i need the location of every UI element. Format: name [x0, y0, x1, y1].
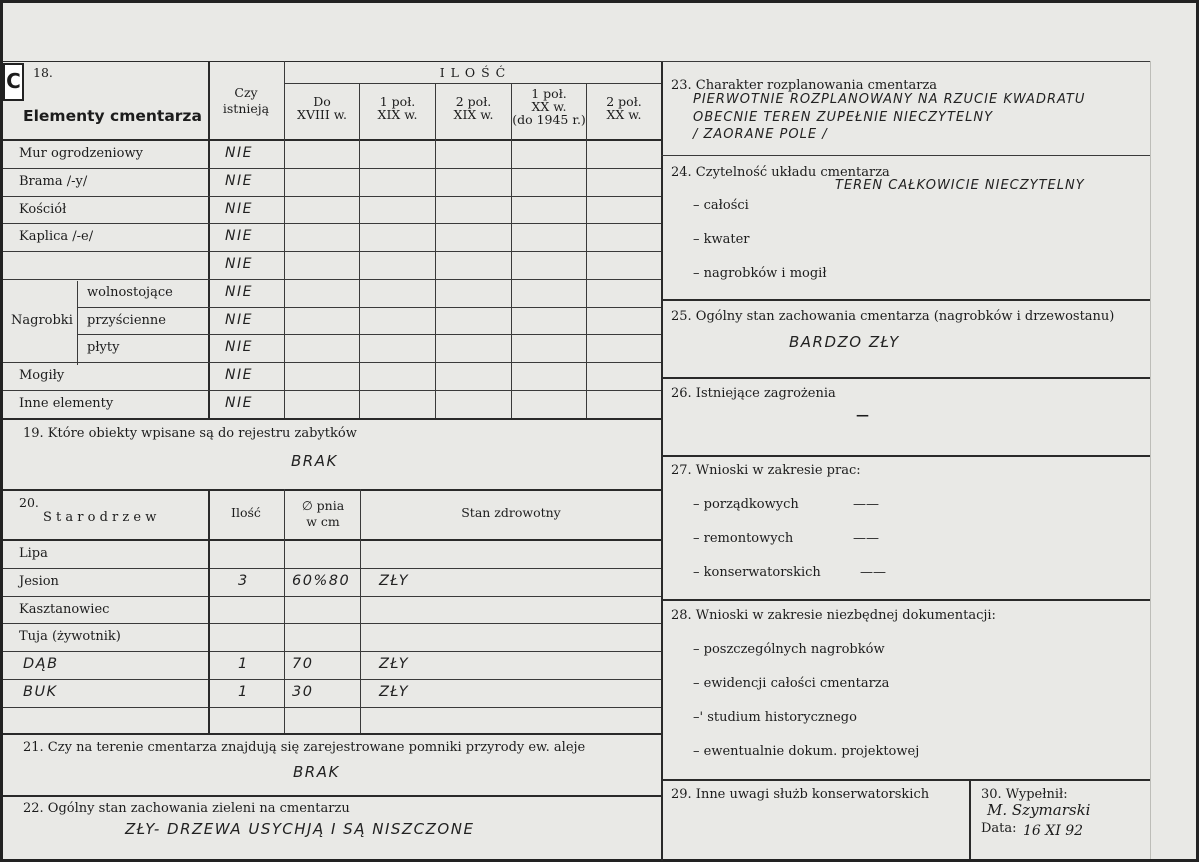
s28-item: – ewentualnie dokum. projektowej: [693, 744, 920, 759]
card-sheet: [3, 3, 1196, 859]
s20-diam-value: 70: [292, 656, 314, 673]
s27-dash: ——: [853, 531, 879, 546]
s20-tree-name: DĄB: [23, 656, 59, 673]
s24-question: 24. Czytelność układu cmentarza: [671, 165, 890, 180]
s23-answer-line2: OBECNIE TEREN ZUPEŁNIE NIECZYTELNY: [693, 110, 994, 125]
s28-item: – ewidencji całości cmentarza: [693, 676, 890, 691]
s20-tree-name: Jesion: [19, 573, 59, 589]
s21-question: 21. Czy na terenie cmentarza znajdują się zarejestrowane pomniki przyrody ew. aleje: [23, 740, 586, 755]
s24-item: – całości: [693, 198, 749, 213]
s20-qty-value: 3: [238, 572, 249, 589]
s26-answer: —: [856, 408, 869, 423]
s18-row-label: Inne elementy: [19, 395, 114, 411]
s18-exists-value: NIE: [225, 256, 253, 272]
s23-answer-line3: / ZAORANE POLE /: [693, 127, 828, 142]
s28-question: 28. Wnioski w zakresie niezbędnej dokumentacji:: [671, 608, 996, 623]
s25-question: 25. Ogólny stan zachowania cmentarza (nagrobków i drzewostanu): [671, 309, 1115, 324]
s25-answer: BARDZO ZŁY: [789, 333, 900, 351]
s20-health-value: ZŁY: [379, 656, 410, 673]
s30-date: 16 XI 92: [1023, 823, 1084, 839]
s20-col-qty: Ilość: [231, 505, 261, 520]
s18-number: 18.: [33, 65, 53, 80]
s20-health-value: ZŁY: [379, 684, 410, 700]
s20-number: 20.: [19, 495, 39, 510]
s28-item: –' studium historycznego: [693, 710, 857, 725]
s18-exists-value: NIE: [225, 367, 253, 383]
s30-signature: M. Szymarski: [987, 801, 1091, 819]
s20-tree-name: Tuja (żywotnik): [19, 629, 121, 645]
s30-date-label: Data:: [981, 821, 1017, 836]
s23-question: 23. Charakter rozplanowania cmentarza: [671, 78, 938, 93]
s20-qty-value: 1: [238, 684, 249, 700]
s27-dash: ——: [853, 497, 879, 512]
s20-title: S t a r o d r z e w: [43, 510, 157, 525]
s18-nagrobki-label: Nagrobki: [11, 312, 73, 328]
s26-question: 26. Istniejące zagrożenia: [671, 386, 836, 401]
s18-exists-value: NIE: [225, 311, 253, 328]
s18-col-header: 2 poł. XX w.: [606, 94, 642, 122]
s27-question: 27. Wnioski w zakresie prac:: [671, 463, 861, 478]
s20-tree-name: Lipa: [19, 546, 48, 561]
s18-row-label: płyty: [87, 340, 120, 356]
s24-item: – nagrobków i mogił: [693, 266, 827, 281]
s22-question: 22. Ogólny stan zachowania zieleni na cmentarzu: [23, 801, 350, 816]
s18-exists-value: NIE: [225, 172, 253, 189]
s18-exists-value: NIE: [225, 394, 253, 411]
s18-col-header: 2 poł. XIX w.: [453, 94, 494, 122]
s27-item: – konserwatorskich: [693, 565, 821, 580]
corner-mark: C: [3, 63, 24, 101]
s20-qty-value: 1: [238, 656, 249, 673]
s20-health-value: ZŁY: [379, 572, 410, 589]
s21-answer: BRAK: [293, 763, 340, 781]
s29-question: 29. Inne uwagi służb konserwatorskich: [671, 787, 930, 802]
s18-row-label: wolnostojące: [87, 284, 173, 300]
s30-label: 30. Wypełnił:: [981, 787, 1068, 802]
s18-exists-value: NIE: [225, 339, 253, 356]
s20-diam-value: 30: [292, 684, 314, 700]
s27-dash: ——: [860, 565, 886, 580]
s19-question: 19. Które obiekty wpisane są do rejestru zabytków: [23, 426, 357, 441]
s20-col-diam: ∅ pnia w cm: [301, 498, 345, 529]
s18-ilosc-header: I L O Ś Ć: [439, 65, 507, 80]
s18-col-header: 1 poł. XX w. (do 1945 r.): [512, 86, 586, 127]
s24-answer: TEREN CAŁKOWICIE NIECZYTELNY: [835, 178, 1085, 193]
s27-item: – remontowych: [693, 531, 794, 546]
s18-exists-value: NIE: [225, 145, 253, 161]
s20-diam-value: 60%80: [292, 572, 351, 589]
s18-exists-value: NIE: [225, 200, 253, 217]
s23-answer-line1: PIERWOTNIE ROZPLANOWANY NA RZUCIE KWADRATU: [693, 92, 1086, 107]
s20-tree-name: BUK: [23, 684, 58, 700]
s18-row-label: Mur ogrodzeniowy: [19, 146, 143, 161]
s18-exists-value: NIE: [225, 228, 253, 245]
s20-col-health: Stan zdrowotny: [461, 505, 561, 520]
s28-item: – poszczególnych nagrobków: [693, 642, 885, 657]
s18-exists-value: NIE: [225, 283, 253, 300]
s20-tree-name: Kasztanowiec: [19, 601, 110, 617]
s18-title: Elementy cmentarza: [23, 107, 202, 125]
s18-col-header: Do XVIII w.: [297, 94, 347, 122]
s18-row-label: Brama /-y/: [19, 173, 88, 189]
s18-row-label: Kościół: [19, 201, 67, 217]
s18-row-label: przyścienne: [87, 312, 166, 328]
s27-item: – porządkowych: [693, 497, 799, 512]
s22-answer: ZŁY- DRZEWA USYCHJĄ I SĄ NISZCZONE: [125, 820, 475, 838]
s18-col-header: 1 poł. XIX w.: [377, 94, 418, 122]
s18-row-label: Kaplica /-e/: [19, 229, 94, 245]
s24-item: – kwater: [693, 232, 750, 247]
s19-answer: BRAK: [291, 452, 338, 470]
s18-row-label: Mogiły: [19, 368, 65, 383]
s18-col-exists: Czy istnieją: [222, 85, 270, 116]
